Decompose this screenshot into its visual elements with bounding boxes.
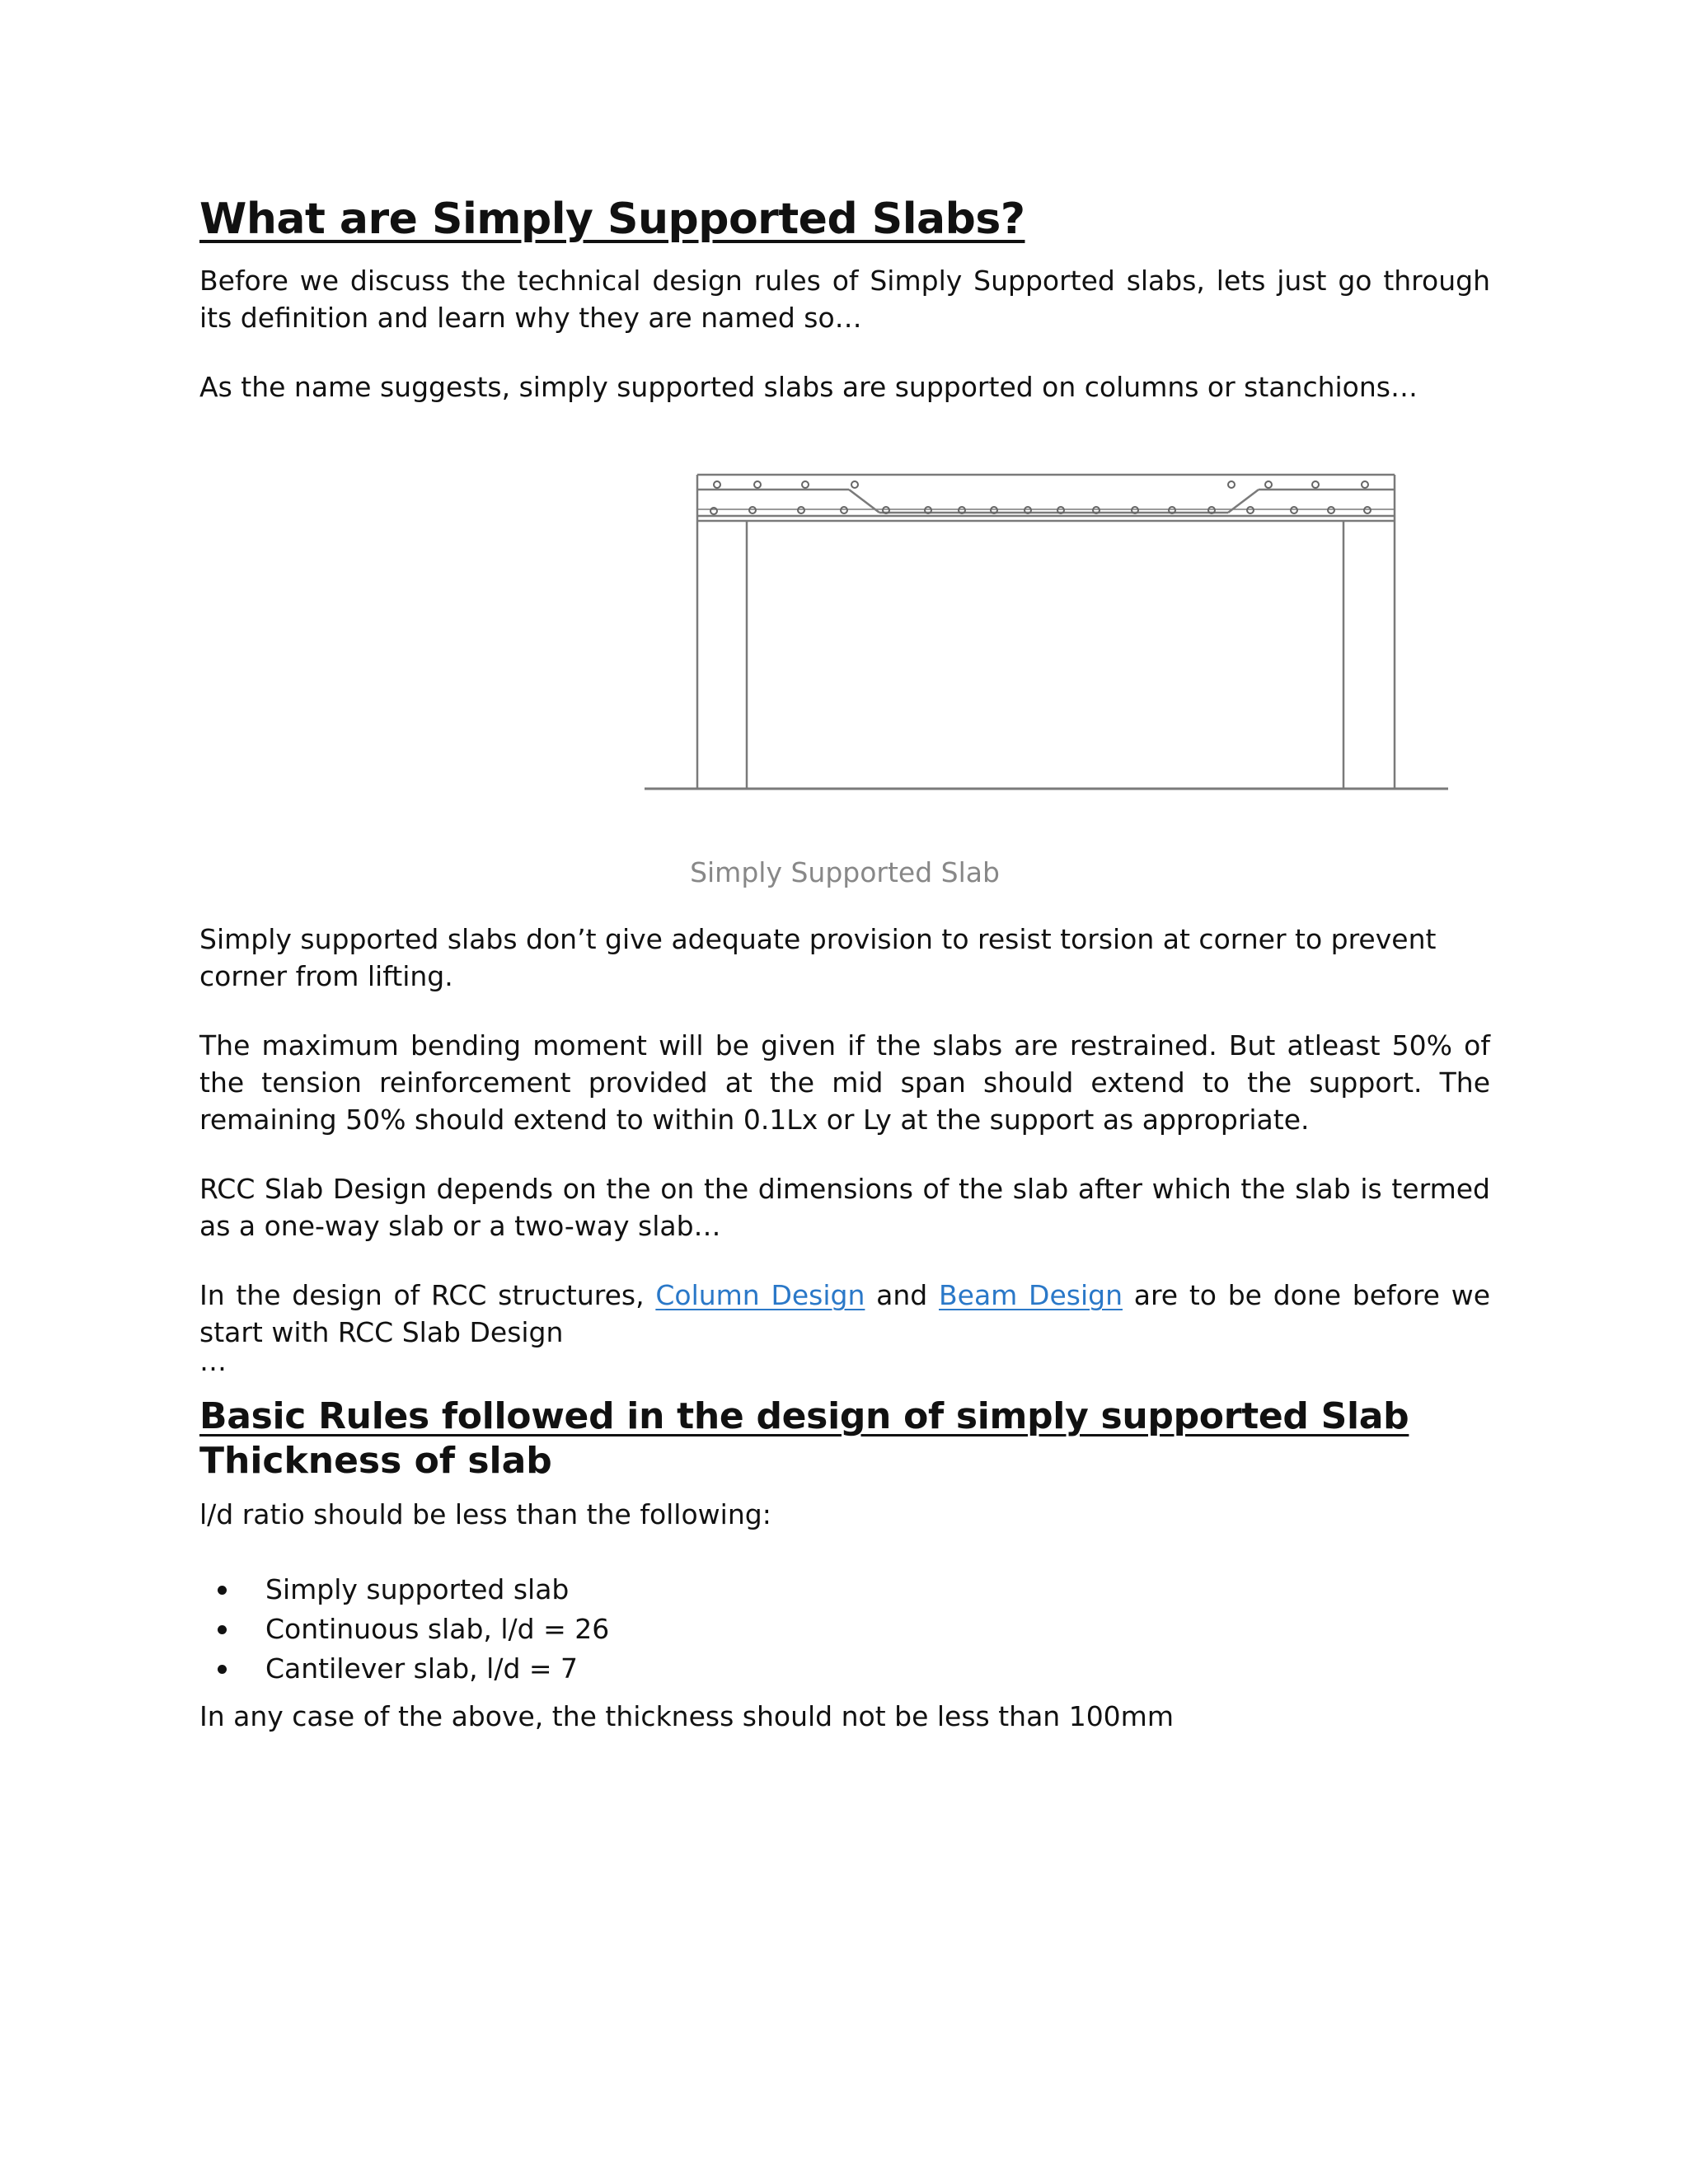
slab-types-paragraph: RCC Slab Design depends on the on the dimensions of the slab after which the slab is termed as a one-way slab or a two-way slab…: [199, 1173, 1490, 1242]
column-design-link[interactable]: Column Design: [655, 1279, 865, 1311]
beam-design-link[interactable]: Beam Design: [939, 1279, 1123, 1311]
subsection-heading: Thickness of slab: [199, 1440, 552, 1482]
design-order-paragraph: [199, 1277, 1490, 1351]
ellipsis-text: …: [199, 1345, 227, 1377]
closing-paragraph: In any case of the above, the thickness should not be less than 100mm: [199, 1700, 1174, 1732]
design-order-prefix: In the design of RCC structures,: [199, 1279, 645, 1311]
torsion-paragraph: Simply supported slabs don’t give adequate provision to resist torsion at corner to prevent corner from lifting.: [199, 923, 1437, 992]
figure-caption: Simply Supported Slab: [690, 856, 1000, 888]
and-text: and: [876, 1279, 928, 1311]
list-item: Continuous slab, l/d = 26: [199, 1610, 609, 1649]
list-item: Cantilever slab, l/d = 7: [199, 1649, 609, 1689]
bullet-icon: [218, 1586, 227, 1595]
list-item: Simply supported slab: [199, 1570, 609, 1610]
bullet-icon: [218, 1625, 227, 1634]
simply-supported-slab-diagram: [645, 471, 1469, 801]
design-order-suffix: are to be done before we start with RCC Slab Design: [199, 1279, 1491, 1348]
bending-paragraph: The maximum bending moment will be given if the slabs are restrained. But atleast 50% of the tension reinforcement provided at the mid span should extend to the support. The remaining 50% should extend to within 0.1Lx or Ly at the support as appropriate.: [199, 1029, 1490, 1136]
bullet-icon: [218, 1665, 227, 1674]
name-paragraph: As the name suggests, simply supported slabs are supported on columns or stanchions…: [199, 371, 1418, 403]
ratio-list: [199, 1570, 609, 1689]
ratio-intro: l/d ratio should be less than the following:: [199, 1498, 771, 1530]
intro-paragraph: Before we discuss the technical design rules of Simply Supported slabs, lets just go through its definition and learn why they are named so…: [199, 265, 1490, 334]
section-heading: Basic Rules followed in the design of simply supported Slab: [199, 1395, 1409, 1437]
page-title: What are Simply Supported Slabs?: [199, 194, 1025, 244]
